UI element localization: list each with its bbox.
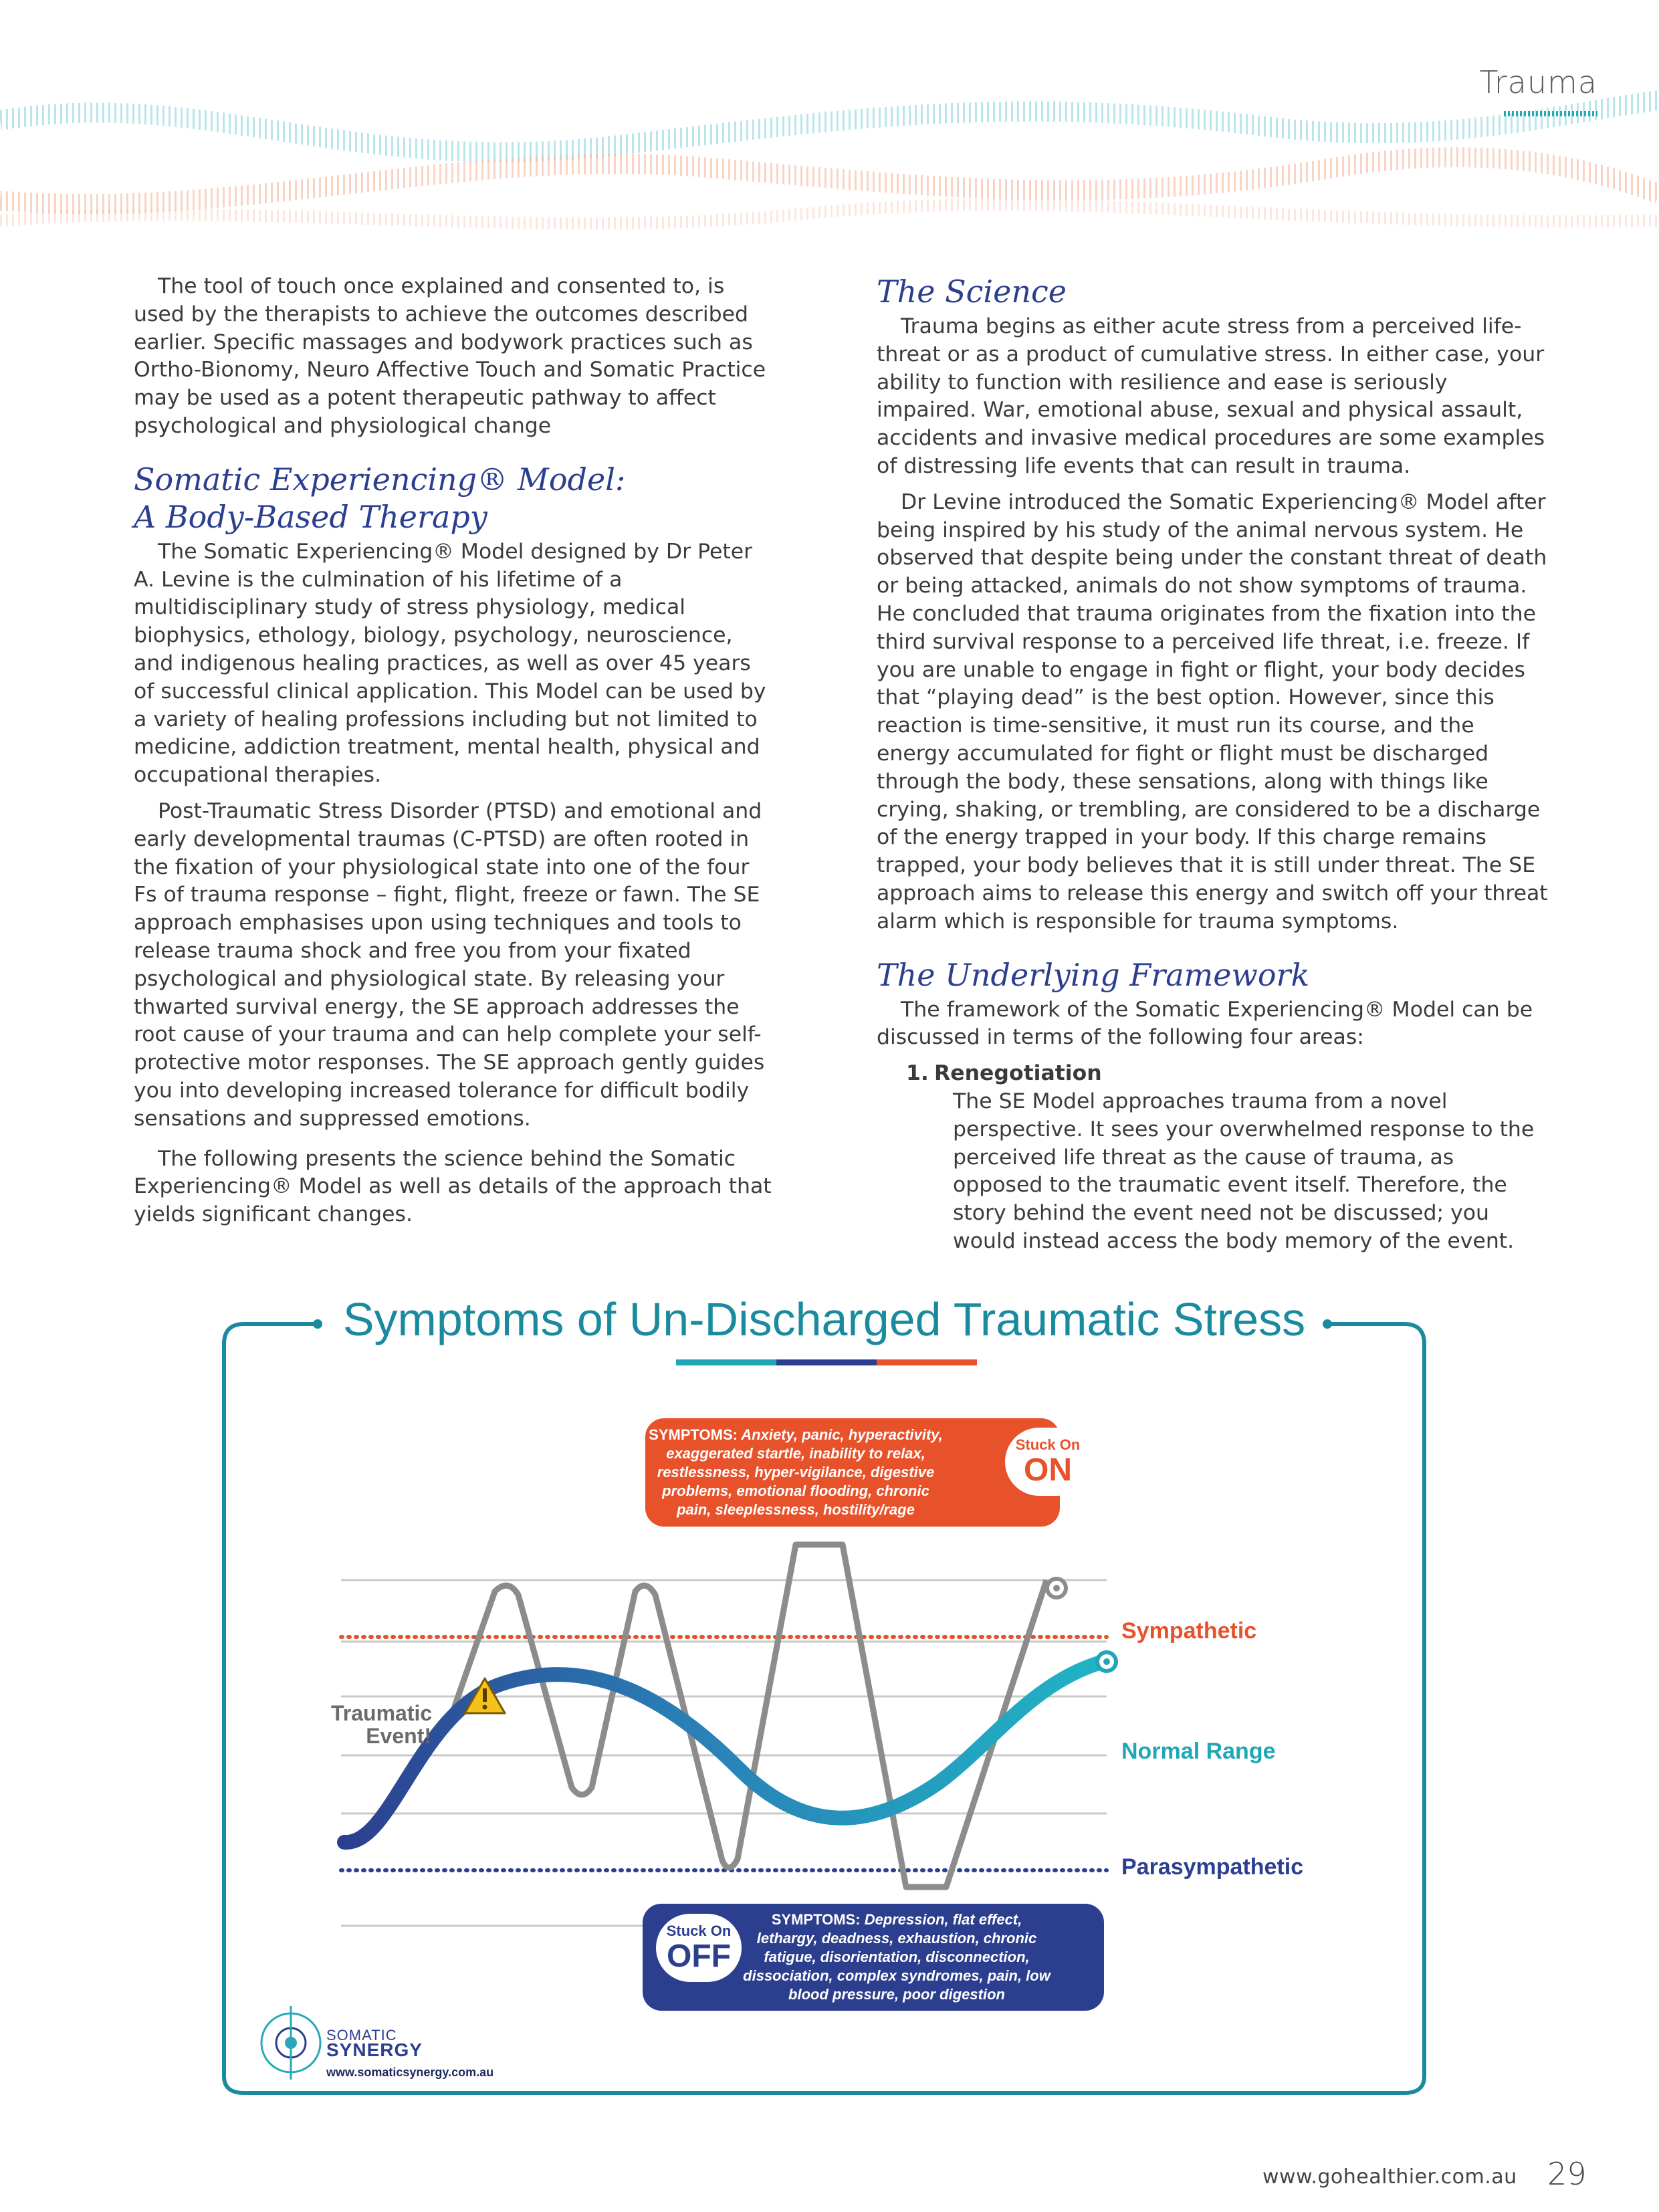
header-wave-decoration: [0, 0, 1659, 254]
warning-icon-bar: [483, 1688, 487, 1702]
off-symptoms-list: Depression, flat effect, lethargy, deadness, exhaustion, chronic fatigue, disorientation, disconnection, dissociation, complex syndromes, pain, low blood pressure, poor digestion: [743, 1911, 1050, 2003]
sympathetic-label: Sympathetic: [1121, 1618, 1257, 1644]
logo-text-synergy: SYNERGY: [326, 2039, 423, 2060]
list-title: Renegotiation: [934, 1061, 1102, 1086]
trauma-label-line-2: Event!: [366, 1724, 431, 1748]
section-tag: Trauma: [1479, 64, 1597, 100]
stuck-off-badge: [656, 1914, 742, 1982]
page-number: 29: [1547, 2156, 1587, 2192]
body-paragraph: Dr Levine introduced the Somatic Experiencing® Model after being inspired by his study of the animal nervous system. He observed that despite being under the constant threat of death or being attacked, animals do not show symptoms of trauma. He concluded that trauma originates from the fixation into the third survival response to a perceived life threat, i.e. freeze. If you are unable to engage in fight or flight, your body decides that “playing dead” is the best option. However, since this reaction is time-sensitive, it must run its course, and the energy accumulated for fight or flight must be discharged through the body, these sensations, along with things like crying, shaking, or trembling, are considered to be a discharge of the energy trapped in your body. If this charge remains trapped, your body believes that it is still under threat. The SE approach aims to release this energy and switch off your threat alarm which is responsible for trauma symptoms.: [877, 489, 1548, 933]
list-body: The SE Model approaches trauma from a novel perspective. It sees your overwhelmed response to the perceived life threat as the cause of trauma, as opposed to the traumatic event itself. Therefore, the story behind the event need not be discussed; you would instead access the body memory of the event.: [953, 1089, 1535, 1253]
body-paragraph: Post-Traumatic Stress Disorder (PTSD) and emotional and early developmental traumas (C-PTSD) are often rooted in the fixation of your physiological state into one of the four Fs of trauma response – fight, flight, freeze or fawn. The SE approach emphasises upon using techniques and tools to release trauma shock and free you from your fixated psychological and physiological state. By releasing your thwarted survival energy, the SE approach addresses the root cause of your trauma and can help complete your self-protective motor responses. The SE approach gently guides you into developing increased tolerance for difficult bodily sensations and suppressed emotions.: [134, 798, 765, 1131]
left-column: [134, 273, 776, 1237]
somatic-model-heading: [134, 461, 776, 536]
infographic-title: Symptoms of Un-Discharged Traumatic Stress: [342, 1293, 1306, 1345]
off-symptoms-text: [743, 1910, 1050, 2004]
section-tag-underline: [1504, 111, 1597, 116]
list-item: [906, 1060, 1549, 1256]
right-column: [877, 273, 1549, 1256]
grey-end-node-dot: [1053, 1585, 1060, 1591]
parasympathetic-label: Parasympathetic: [1121, 1854, 1304, 1880]
traumatic-event-label: [331, 1702, 431, 1747]
body-paragraph: The following presents the science behind the Somatic Experiencing® Model as well as details of the approach that yields significant changes.: [134, 1146, 772, 1227]
logo-text-somatic: SOMATIC: [326, 2027, 397, 2043]
intro-paragraph: The tool of touch once explained and consented to, is used by the therapists to achieve the outcomes described earlier. Specific massages and bodywork practices such as Ortho-Bionomy, Neuro Affective Touch and Somatic Practice may be used as a potent therapeutic pathway to affect psychological and physiological change: [134, 274, 766, 438]
logo-url[interactable]: www.somaticsynergy.com.au: [326, 2066, 494, 2079]
title-underline-navy: [776, 1359, 877, 1365]
dysregulated-line: [448, 1545, 1046, 1887]
heading-line-2: A Body-Based Therapy: [134, 498, 487, 535]
body-paragraph: The framework of the Somatic Experiencing® Model can be discussed in terms of the following four areas:: [877, 997, 1533, 1050]
list-number: 1.: [906, 1061, 929, 1086]
science-heading: The Science: [877, 273, 1067, 310]
framework-heading: The Underlying Framework: [877, 956, 1310, 993]
stuck-off-big: OFF: [667, 1939, 731, 1974]
symptoms-lead: SYMPTOMS:: [771, 1911, 861, 1928]
on-symptoms-text: [645, 1426, 946, 1519]
warning-icon-dot: [483, 1705, 487, 1710]
title-underline-teal: [676, 1359, 776, 1365]
trauma-infographic: [217, 1287, 1431, 2100]
stuck-on-big: ON: [1024, 1452, 1072, 1488]
wave-end-node-dot: [1103, 1658, 1110, 1665]
symptoms-lead: SYMPTOMS:: [649, 1426, 738, 1443]
title-underline-orange: [877, 1359, 977, 1365]
body-paragraph: Trauma begins as either acute stress from a perceived life-threat or as a product of cumulative stress. In either case, your ability to function with resilience and ease is seriously impaired. War, emotional abuse, sexual and physical assault, accidents and invasive medical procedures are some examples of distressing life events that can result in trauma.: [877, 314, 1545, 478]
footer-url[interactable]: www.gohealthier.com.au: [1262, 2165, 1517, 2189]
normal-range-label: Normal Range: [1121, 1739, 1276, 1764]
trauma-label-line-1: Traumatic: [331, 1701, 433, 1725]
body-paragraph: The Somatic Experiencing® Model designed by Dr Peter A. Levine is the culmination of his lifetime of a multidisciplinary study of stress physiology, medical biophysics, ethology, biology, psychology, neuroscience, and indigenous healing practices, as well as over 45 years of successful clinical application. This Model can be used by a variety of healing professions including but not limited to medicine, addiction treatment, mental health, physical and occupational therapies.: [134, 539, 766, 788]
stuck-on-small: Stuck On: [1015, 1436, 1081, 1453]
stuck-off-small: Stuck On: [666, 1922, 732, 1939]
stuck-on-badge: [1005, 1428, 1091, 1496]
heading-line-1: Somatic Experiencing® Model:: [134, 461, 626, 497]
on-symptoms-list: Anxiety, panic, hyperactivity, exaggerated startle, inability to relax, restlessness, hyper-vigilance, digestive problems, emotional flooding, chronic pain, sleeplessness, hostility/rage: [657, 1426, 943, 1518]
